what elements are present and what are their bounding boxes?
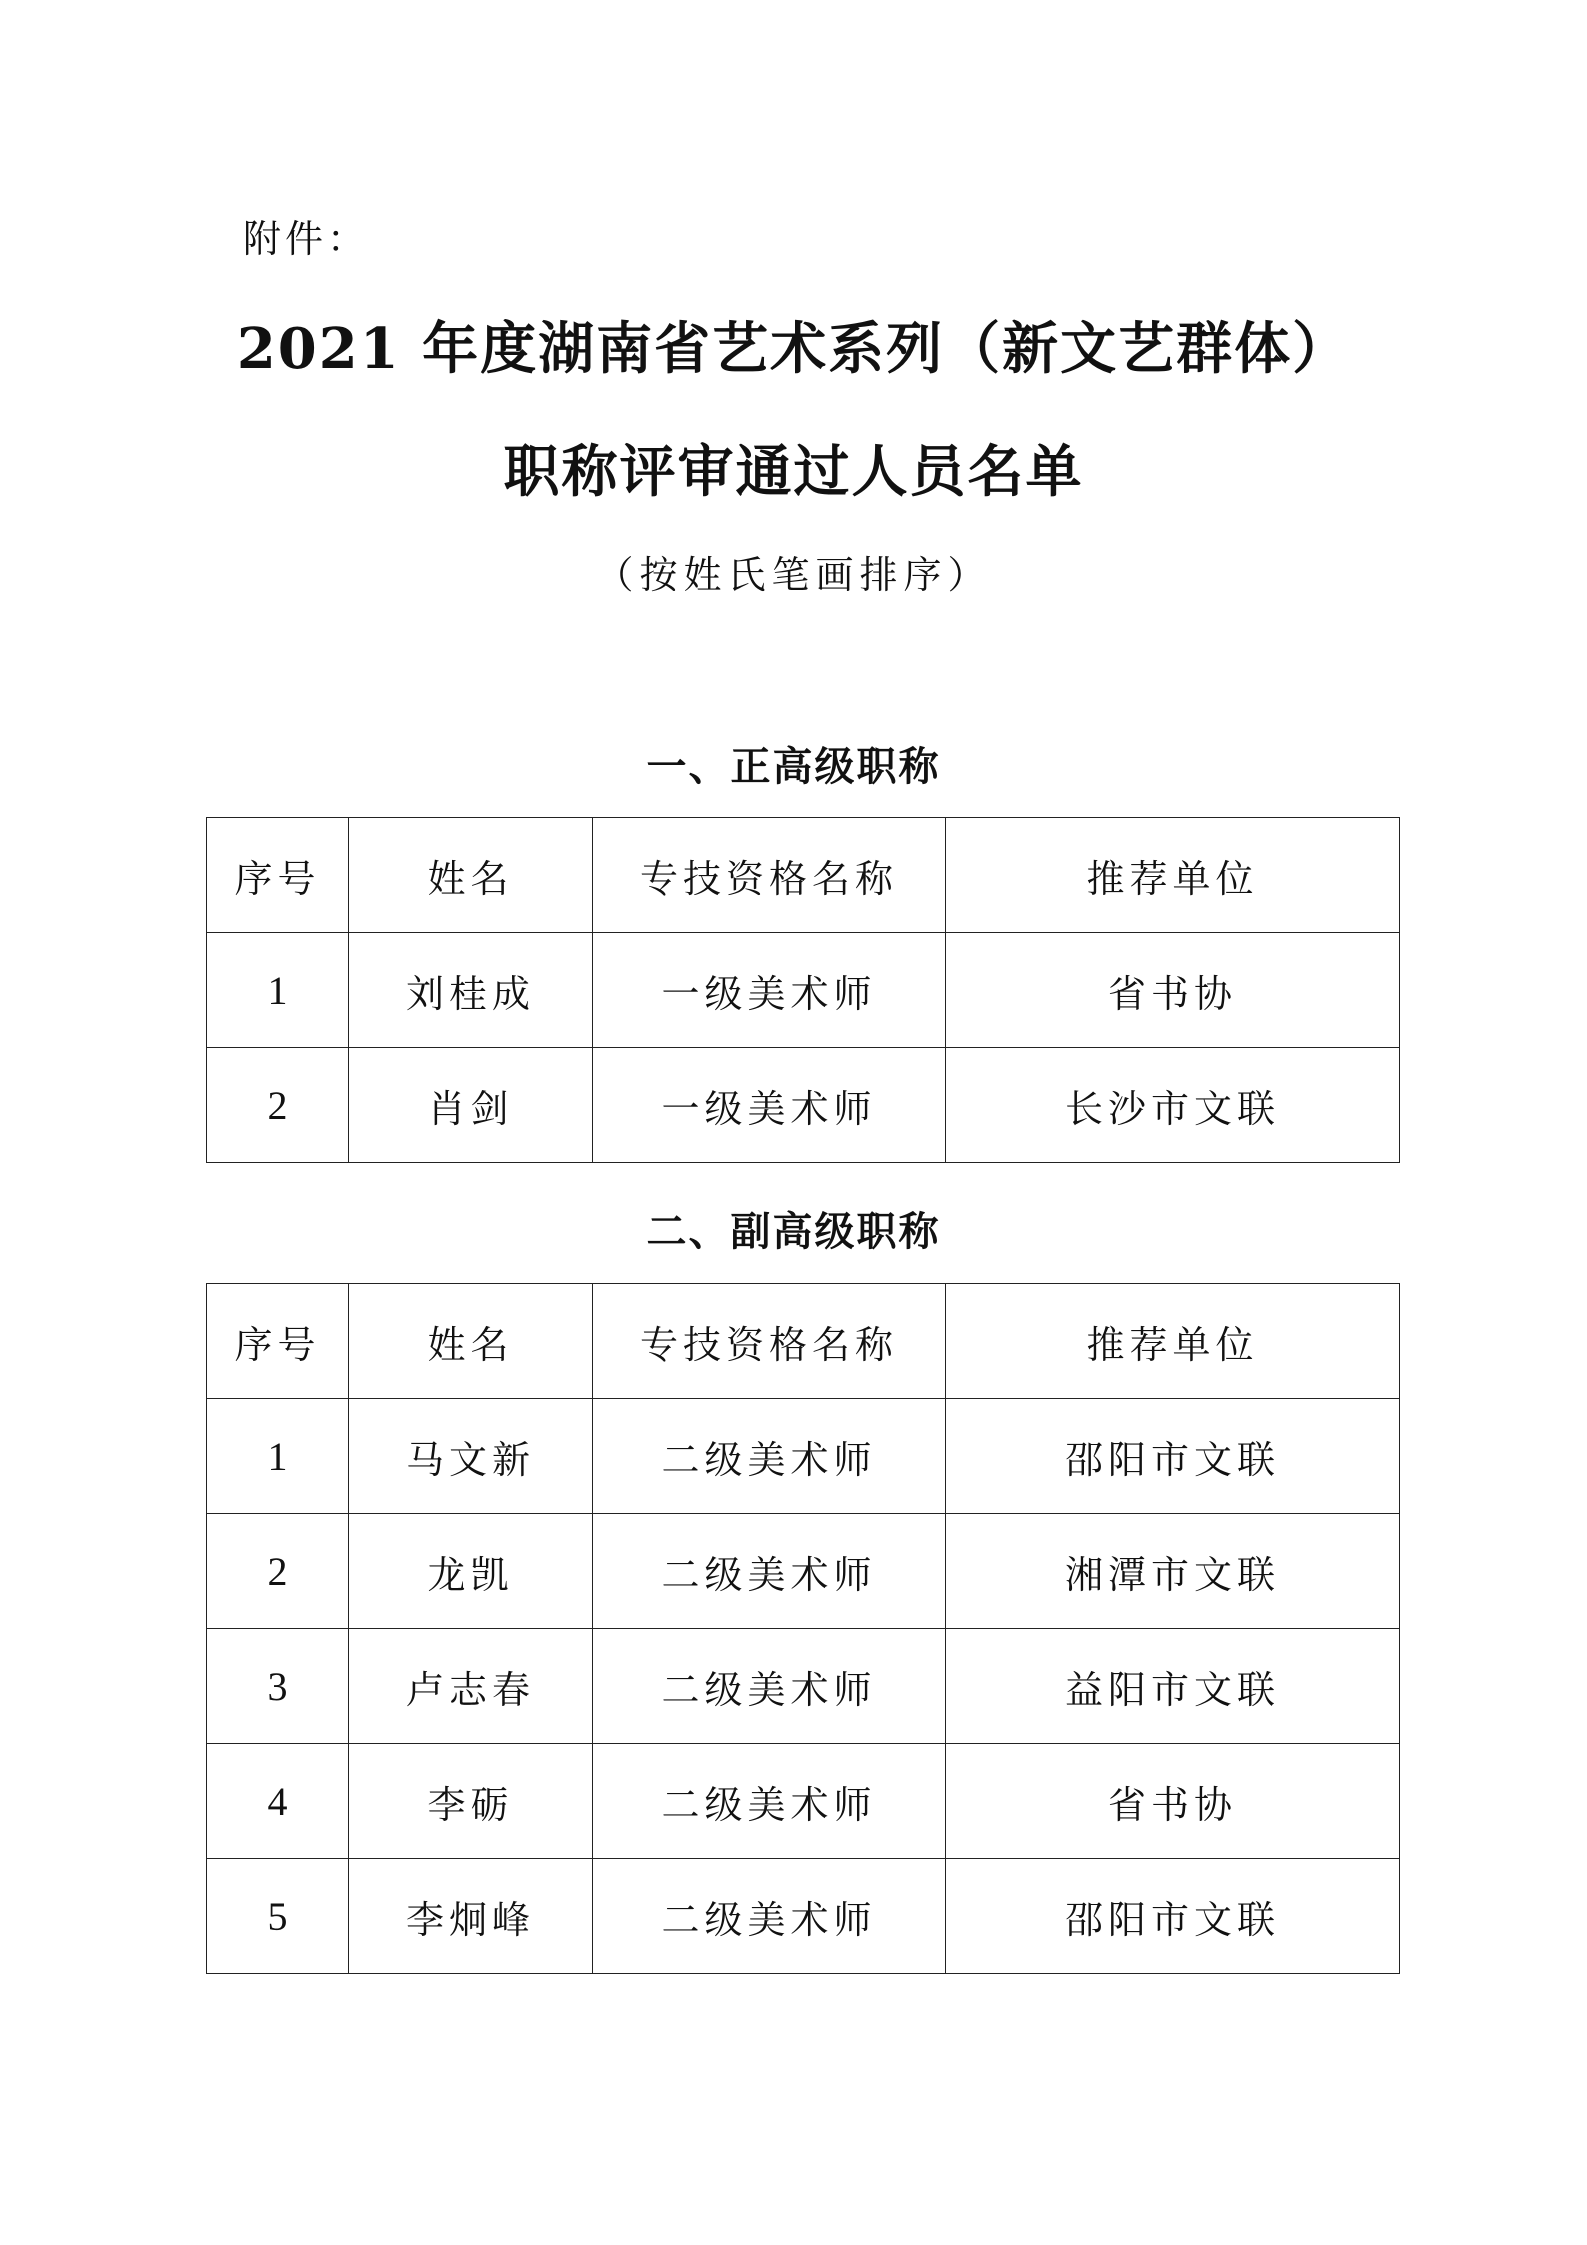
header-unit: 推荐单位 — [946, 818, 1400, 933]
cell-number: 4 — [207, 1744, 349, 1859]
cell-qualification: 二级美术师 — [593, 1514, 946, 1629]
cell-name: 李砺 — [349, 1744, 593, 1859]
table-row — [207, 933, 1400, 1048]
cell-unit: 省书协 — [946, 1744, 1400, 1859]
header-number: 序号 — [207, 1284, 349, 1399]
cell-qualification: 二级美术师 — [593, 1744, 946, 1859]
cell-name: 马文新 — [349, 1399, 593, 1514]
cell-unit: 邵阳市文联 — [946, 1859, 1400, 1974]
cell-name: 卢志春 — [349, 1629, 593, 1744]
header-name: 姓名 — [349, 818, 593, 933]
senior-title-table — [206, 817, 1400, 1163]
table-row — [207, 1514, 1400, 1629]
section-heading-associate: 二、副高级职称 — [646, 1209, 941, 1255]
attachment-label: 附件： — [243, 217, 370, 261]
cell-number: 1 — [207, 933, 349, 1048]
cell-number: 2 — [207, 1514, 349, 1629]
cell-unit: 湘潭市文联 — [946, 1514, 1400, 1629]
cell-qualification: 一级美术师 — [593, 1048, 946, 1163]
document-subtitle: （按姓氏笔画排序） — [595, 553, 992, 597]
section-heading-senior: 一、正高级职称 — [646, 744, 941, 790]
header-qualification: 专技资格名称 — [593, 818, 946, 933]
header-qualification: 专技资格名称 — [593, 1284, 946, 1399]
cell-number: 2 — [207, 1048, 349, 1163]
cell-qualification: 二级美术师 — [593, 1629, 946, 1744]
cell-name: 刘桂成 — [349, 933, 593, 1048]
header-unit: 推荐单位 — [946, 1284, 1400, 1399]
cell-unit: 长沙市文联 — [946, 1048, 1400, 1163]
document-title-line1: 2021 年度湖南省艺术系列（新文艺群体） — [236, 316, 1351, 382]
table-row — [207, 1399, 1400, 1514]
table-row — [207, 1744, 1400, 1859]
cell-qualification: 二级美术师 — [593, 1399, 946, 1514]
associate-title-table — [206, 1283, 1400, 1974]
cell-number: 5 — [207, 1859, 349, 1974]
cell-unit: 益阳市文联 — [946, 1629, 1400, 1744]
cell-number: 3 — [207, 1629, 349, 1744]
table-row — [207, 1048, 1400, 1163]
cell-qualification: 二级美术师 — [593, 1859, 946, 1974]
cell-unit: 省书协 — [946, 933, 1400, 1048]
table-header-row — [207, 1284, 1400, 1399]
cell-name: 龙凯 — [349, 1514, 593, 1629]
cell-name: 李炯峰 — [349, 1859, 593, 1974]
header-name: 姓名 — [349, 1284, 593, 1399]
table-header-row — [207, 818, 1400, 933]
cell-number: 1 — [207, 1399, 349, 1514]
document-title-line2: 职称评审通过人员名单 — [503, 439, 1084, 505]
cell-name: 肖剑 — [349, 1048, 593, 1163]
table-row — [207, 1859, 1400, 1974]
cell-unit: 邵阳市文联 — [946, 1399, 1400, 1514]
table-row — [207, 1629, 1400, 1744]
header-number: 序号 — [207, 818, 349, 933]
cell-qualification: 一级美术师 — [593, 933, 946, 1048]
